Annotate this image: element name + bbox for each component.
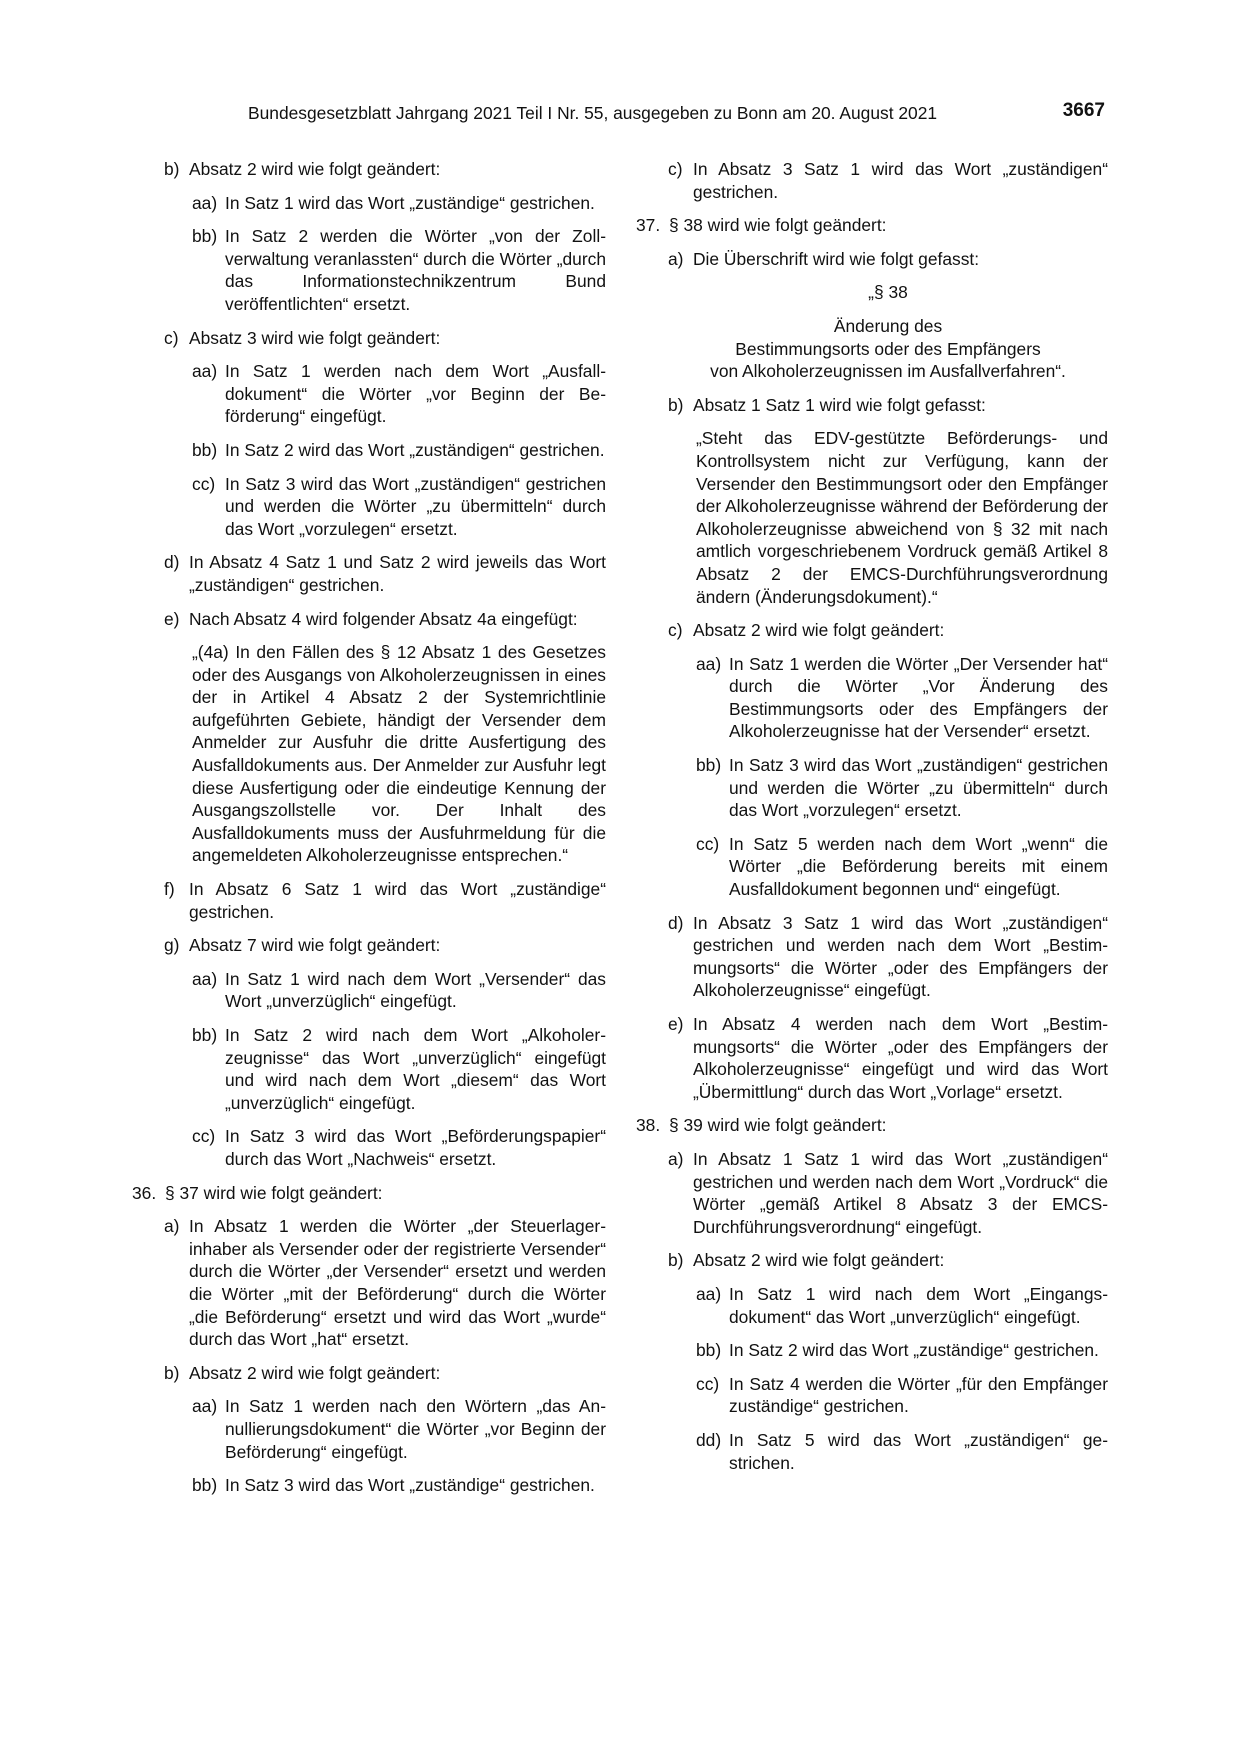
- list-item: a) In Absatz 1 werden die Wörter „der Steuerlagerinhaber als Versender oder der registrierte Versender“ durch die Wörter „der Versender“ ersetzt und werden die Wörter „mit der Beförderung“ durch die Wörter „die Beförderung“ ersetzt und wird das Wort „wurde“ durch das Wort „hat“ ersetzt.: [164, 1216, 606, 1350]
- list-item: cc) In Satz 3 wird das Wort „Beförderungspapier“ durch das Wort „Nachweis“ ersetzt.: [192, 1126, 606, 1169]
- list-item: bb) In Satz 2 wird das Wort „zuständige“ gestrichen.: [696, 1340, 1099, 1361]
- list-item: bb) In Satz 3 wird das Wort „zuständigen“ gestrichen und werden die Wörter „zu übermitteln“ durch das Wort „vorzulegen“ ersetzt.: [696, 755, 1108, 821]
- list-item: aa) In Satz 1 werden nach dem Wort „Ausfalldokument“ die Wörter „vor Beginn der Beförderung“ eingefügt.: [192, 361, 606, 427]
- list-item: bb) In Satz 2 werden die Wörter „von der Zollverwaltung veranlassten“ durch die Wörter „durch das Informationstechnikzentrum Bund veröffentlichten“ ersetzt.: [192, 226, 606, 314]
- section-heading-line: von Alkoholerzeugnissen im Ausfallverfahren“.: [710, 361, 1066, 382]
- list-item: bb) In Satz 2 wird nach dem Wort „Alkoholerzeugnisse“ das Wort „unverzüglich“ eingefügt und wird nach dem Wort „diesem“ das Wort „unverzüglich“ eingefügt.: [192, 1025, 606, 1113]
- running-title: Bundesgesetzblatt Jahrgang 2021 Teil I Nr. 55, ausgegeben zu Bonn am 20. August 2021: [248, 103, 938, 123]
- list-item: b) Absatz 2 wird wie folgt geändert:: [668, 1250, 945, 1271]
- list-item: c) Absatz 2 wird wie folgt geändert:: [668, 620, 945, 641]
- right-column: [636, 158, 1108, 1474]
- section-item: 38. § 39 wird wie folgt geändert:: [636, 1115, 887, 1136]
- list-item: d) In Absatz 4 Satz 1 und Satz 2 wird jeweils das Wort „zuständigen“ gestrichen.: [164, 552, 606, 595]
- list-item: d) In Absatz 3 Satz 1 wird das Wort „zuständigen“ gestrichen und werden nach dem Wort „Bestimmungsorts“ die Wörter „oder des Empfängers der Alkoholerzeugnisse“ eingefügt.: [668, 912, 1108, 1001]
- section-item: 36. § 37 wird wie folgt geändert:: [132, 1182, 383, 1203]
- list-item: aa) In Satz 1 werden nach den Wörtern „das Annullierungsdokument“ die Wörter „vor Beginn der Beförderung“ eingefügt.: [192, 1396, 606, 1462]
- list-item: aa) In Satz 1 werden die Wörter „Der Versender hat“ durch die Wörter „Vor Änderung des Bestimmungsorts oder des Empfängers der Alkoholerzeugnisse hat der Versender“ ersetzt.: [696, 653, 1108, 742]
- list-item: a) Die Überschrift wird wie folgt gefasst:: [668, 248, 980, 269]
- list-item: b) Absatz 2 wird wie folgt geändert:: [164, 1362, 441, 1383]
- list-item: aa) In Satz 1 wird das Wort „zuständige“ gestrichen.: [192, 192, 595, 213]
- list-item: aa) In Satz 1 wird nach dem Wort „Versender“ das Wort „unverzüglich“ eingefügt.: [192, 968, 606, 1012]
- list-item: cc) In Satz 4 werden die Wörter „für den Empfänger zuständige“ gestrichen.: [696, 1373, 1108, 1417]
- page-number: 3667: [1062, 100, 1105, 121]
- left-column: [132, 158, 606, 1497]
- section-item: 37. § 38 wird wie folgt geändert:: [636, 215, 887, 236]
- list-item: cc) In Satz 3 wird das Wort „zuständigen“ gestrichen und werden die Wörter „zu übermitteln“ durch das Wort „vorzulegen“ ersetzt.: [192, 473, 606, 539]
- quoted-paragraph: „(4a) In den Fällen des § 12 Absatz 1 des Gesetzes oder des Ausgangs von Alkoholerzeugnissen in eines der in Artikel 4 Absatz 2 der Systemrichtlinie aufgeführten Gebiete, händigt der Versender dem Anmelder zur Ausfuhr die dritte Ausfertigung des Ausfalldokuments aus. Der Anmelder zur Ausfuhr legt diese Ausfertigung oder die eindeutige Kennung der Ausgangszollstelle vor. Der Inhalt des Ausfalldokuments muss der Ausfuhrmeldung für die angemeldeten Alkoholerzeugnisse entsprechen.“: [192, 642, 606, 866]
- list-item: f) In Absatz 6 Satz 1 wird das Wort „zuständige“ gestrichen.: [164, 879, 606, 922]
- list-item: aa) In Satz 1 wird nach dem Wort „Eingangsdokument“ das Wort „unverzüglich“ eingefügt.: [696, 1283, 1108, 1327]
- list-item: c) In Absatz 3 Satz 1 wird das Wort „zuständigen“ gestrichen.: [668, 159, 1108, 202]
- list-item: cc) In Satz 5 werden nach dem Wort „wenn“ die Wörter „die Beförderung bereits mit einem Ausfalldokument begonnen und“ eingefügt.: [696, 833, 1108, 900]
- list-item: b) Absatz 1 Satz 1 wird wie folgt gefasst:: [668, 394, 986, 415]
- list-item: dd) In Satz 5 wird das Wort „zuständigen“ gestrichen.: [696, 1429, 1108, 1473]
- list-item: g) Absatz 7 wird wie folgt geändert:: [164, 935, 441, 956]
- list-item: e) Nach Absatz 4 wird folgender Absatz 4a eingefügt:: [164, 608, 578, 629]
- page-header: [0, 102, 1241, 128]
- section-heading-line: Änderung des: [833, 315, 943, 336]
- section-heading-line: Bestimmungsorts oder des Empfängers: [735, 338, 1041, 359]
- list-item: a) In Absatz 1 Satz 1 wird das Wort „zuständigen“ gestrichen und werden nach dem Wort „Vordruck“ die Wörter „gemäß Artikel 8 Absatz 3 der EMCS-Durchführungsverordnung“ eingefügt.: [668, 1148, 1108, 1237]
- list-item: b) Absatz 2 wird wie folgt geändert:: [164, 159, 441, 179]
- section-heading-number: „§ 38: [868, 282, 908, 303]
- list-item: bb) In Satz 2 wird das Wort „zuständigen“ gestrichen.: [192, 439, 605, 460]
- list-item: c) Absatz 3 wird wie folgt geändert:: [164, 327, 441, 348]
- list-item: bb) In Satz 3 wird das Wort „zuständige“ gestrichen.: [192, 1475, 595, 1496]
- list-item: e) In Absatz 4 werden nach dem Wort „Bestimmungsorts“ die Wörter „oder des Empfängers der Alkoholerzeugnisse“ eingefügt und wird das Wort „Übermittlung“ durch das Wort „Vorlage“ ersetzt.: [668, 1014, 1108, 1102]
- quoted-paragraph: „Steht das EDV-gestützte Beförderungs- und Kontrollsystem nicht zur Verfügung, kann der Versender den Bestimmungsort oder den Empfänger der Alkoholerzeugnisse während der Beförderung der Alkoholerzeugnisse abweichend von § 32 mit nach amtlich vorgeschriebenem Vordruck gemäß Artikel 8 Absatz 2 der EMCS-Durchführungsverordnung ändern (Änderungsdokument).“: [696, 428, 1108, 607]
